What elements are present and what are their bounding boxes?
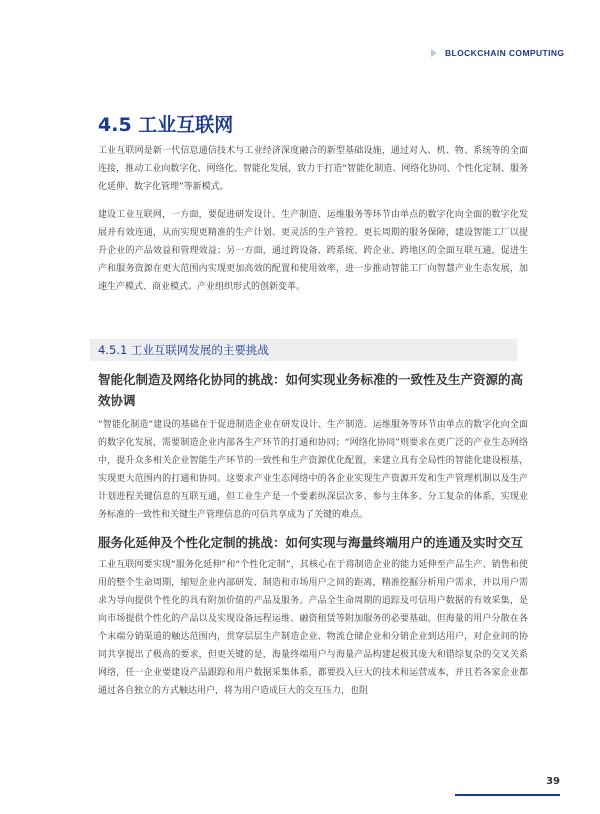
challenge-heading: 智能化制造及网络化协同的挑战：如何实现业务标准的一致性及生产资源的高效协调 bbox=[98, 372, 524, 408]
challenge-heading: 服务化延伸及个性化定制的挑战：如何实现与海量终端用户的连通及实时交互 bbox=[98, 535, 524, 550]
subsection-title: 4.5.1 工业互联网发展的主要挑战 bbox=[98, 343, 269, 357]
challenge-paragraph: “智能化制造”建设的基础在于促进制造企业在研发设计、生产制造、运维服务等环节由单点的数字化向全面的数字化发展，需要制造企业内部各生产环节的打通和协同；“网络化协同”则要求在更广泛的产业生态网络中，提升众多相关企业智能生产环节的一致性和生产资源优化配置，来建立具有全局性的智能化建设根基，实现更大范围内的打通和协同。这要求产业生态网络中的各企业实现生产资源开发和生产管理机制以及生产计划进程关键信息的互联互通，但工业生产是一个要素纵深层次多、参与主体多、分工复杂的体系，实现业务标准的一致性和关键生产管理信息的可信共享成为了关键的难点。 bbox=[98, 420, 528, 520]
challenge-paragraph: 工业互联网要实现“服务化延伸”和“个性化定制”，其核心在于将制造企业的能力延伸至产品生产、销售和使用的整个生命周期，缩短企业内部研发、制造和市场用户之间的距离，精准挖掘分析用户需求，并以用户需求为导向提供个性化的具有附加价值的产品及服务。产品全生命周期的追踪及可信用户数据的有效采集，是向市场提供个性化的产品以及实现设备远程运维、融资租赁等附加服务的必要基础。但海量的用户分散在各个末端分销渠道的触达范围内，贯穿层层生产制造企业、物流仓储企业和分销企业到达用户，对企业间的协同共享提出了极高的要求，但更关键的是，海量终端用户与海量产品构建起极其庞大和错综复杂的交叉关系网络，任一企业要建设产品跟踪和用户数据采集体系，都要投入巨大的技术和运营成本，并且若各家企业都通过各自独立的方式触达用户，将为用户造成巨大的交互压力，也阻 bbox=[98, 560, 528, 696]
footer-rule bbox=[455, 794, 560, 796]
header-arrow-icon bbox=[431, 49, 437, 57]
running-header bbox=[431, 48, 564, 58]
intro-paragraph: 建设工业互联网，一方面，要促进研发设计、生产制造、运维服务等环节由单点的数字化向全面的数字化发展并有效连通，从而实现更精准的生产计划、更灵活的生产管控、更长周期的服务保障，建设智能工厂以提升企业的产品效益和管理效益；另一方面，通过跨设备、跨系统、跨企业、跨地区的全面互联互通，促进生产和服务资源在更大范围内实现更加高效的配置和使用效率，进一步推动智能工厂向智慧产业生态发展，加速生产模式、商业模式、产业组织形式的创新变革。 bbox=[98, 210, 528, 292]
section-title: 4.5 工业互联网 bbox=[98, 114, 234, 136]
subsection-title-bar bbox=[90, 339, 517, 361]
header-label: BLOCKCHAIN COMPUTING bbox=[445, 48, 565, 58]
page-number: 39 bbox=[546, 776, 560, 787]
intro-paragraph: 工业互联网是新一代信息通信技术与工业经济深度融合的新型基础设施，通过对人、机、物、系统等的全面连接，推动工业向数字化、网络化、智能化发展，致力于打造“智能化制造、网络化协同、个性化定制、服务化延伸、数字化管理”等新模式。 bbox=[98, 146, 528, 192]
